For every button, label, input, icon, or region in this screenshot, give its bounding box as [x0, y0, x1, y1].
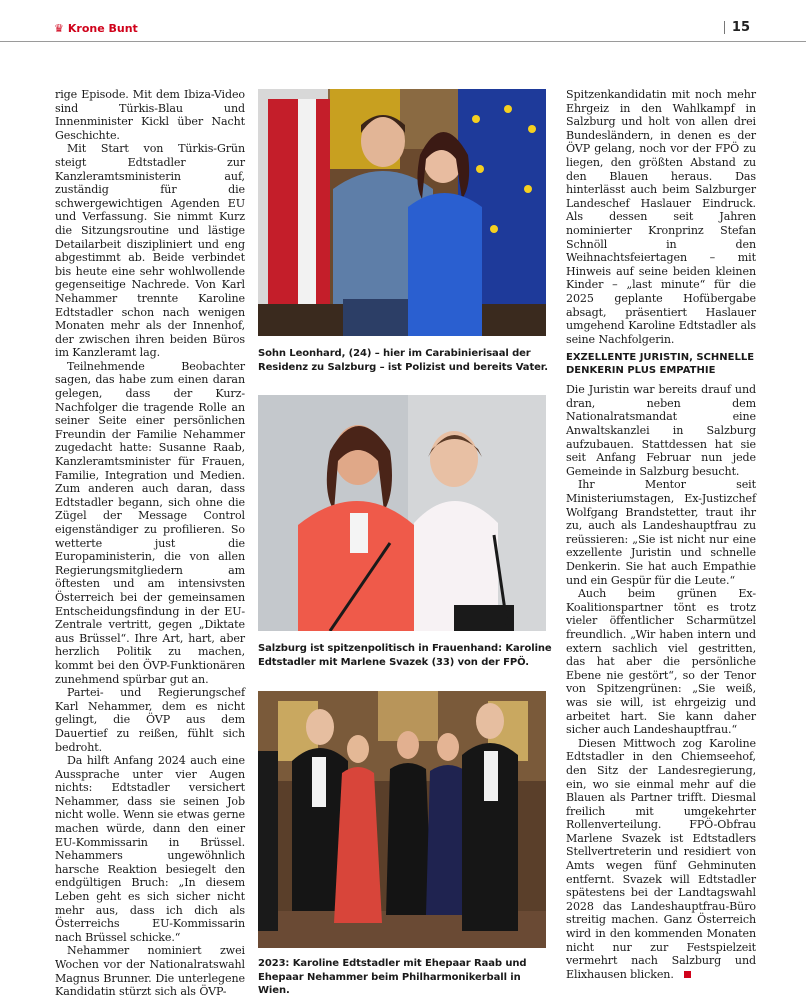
- crown-icon: ♛: [54, 22, 64, 35]
- paragraph: Teilnehmende Beobachter sagen, das habe zum einen daran gelegen, dass der Kurz-Nachfolger die tragende Rolle an seiner Seite einer persönlichen Freundin der Familie Nehammer zugedacht hatte: Susanne Raab, Kanzleramtsminister für Frauen, Familie, Integration und Medien. Zum anderen auch daran, dass Edtstadler begann, sich ohne die Zügel der Message Control eigenständiger zu profilieren. So wetterte just die Europaministerin, die von allen Regierungsmitgliedern am öftesten und am intensivsten Österreich bei der gemeinsamen Entscheidungsfindung in der EU-Zentrale vertritt, gegen „Diktate aus Brüssel“. Ihre Art, hart, aber herzlich Politik zu machen, kommt bei den ÖVP-Funktionären zunehmend spürbar gut an.: [55, 359, 245, 686]
- left-column: [55, 88, 245, 999]
- photo-1-caption: Sohn Leonhard, (24) – hier im Carabinierisaal der Residenz zu Salzburg – ist Polizist und bereits Vater.: [258, 348, 548, 373]
- photo-3-image: [258, 691, 546, 948]
- paragraph: Nehammer nominiert zwei Wochen vor der Nationalratswahl Magnus Brunner. Die unterlegene Kandidatin stürzt sich als ÖVP-: [55, 944, 245, 999]
- photo-2-image: [258, 395, 546, 631]
- paragraph: Da hilft Anfang 2024 auch eine Aussprache unter vier Augen nichts: Edtstadler versichert Nehammer, dass sie seinen Job nicht wolle. Wenn sie etwas gerne machen würde, dann den einer EU-Kommissarin in Brüssel. Nehammers ungewöhnlich harsche Reaktion besiegelt den endgültigen Bruch: „In diesem Leben geht es sich sicher nicht mehr aus, dass ich dich als Österreichs EU-Kommissarin nach Brüssel schicke.“: [55, 754, 245, 944]
- paragraph: Spitzenkandidatin mit noch mehr Ehrgeiz in den Wahlkampf in Salzburg und holt von allen drei Bundesländern, in denen es der ÖVP gelang, noch vor der FPÖ zu liegen, den größten Abstand zu den Blauen heraus. Das hinterlässt auch beim Salzburger Landeschef Haslauer Eindruck. Als dessen seit Jahren nominierter Kronprinz Stefan Schnöll in den Weihnachtsfeiertagen – mit Hinweis auf seine beiden kleinen Kinder – „last minute“ für die 2025 geplante Hofübergabe absagt, präsentiert Haslauer umgehend Karoline Edtstadler als seine Nachfolgerin.: [566, 88, 756, 346]
- brand-label: Krone Bunt: [67, 22, 138, 35]
- paragraph: rige Episode. Mit dem Ibiza-Video sind Türkis-Blau und Innenminister Kickl über Nacht Geschichte.: [55, 88, 245, 142]
- photo-3-caption: 2023: Karoline Edtstadler mit Ehepaar Raab und Ehepaar Nehammer beim Philharmonikerball in Wien.: [258, 958, 527, 996]
- page-number: [724, 20, 750, 35]
- paragraph: Die Juristin war bereits drauf und dran, neben dem Nationalratsmandat eine Anwaltskanzlei in Salzburg aufzubauen. Stattdessen hat sie seit Anfang Februar nun jede Gemeinde in Salzburg besucht.: [566, 383, 756, 478]
- paragraph: Auch beim grünen Ex-Koalitionspartner tönt es trotz vieler öffentlicher Scharmützel freundlich. „Wir haben intern und extern sachlich viel gestritten, das hat aber die persönliche Ebene nie gestört“, so der Tenor von Spitzengrünen: „Sie weiß, was sie will, ist ehrgeizig und arbeitet hart. Sie kann daher sicher auch Landeshauptfrau.“: [566, 587, 756, 737]
- subheading: EXZELLENTE JURISTIN, SCHNELLE DENKERIN PLUS EMPATHIE: [566, 352, 755, 376]
- brand: [54, 22, 138, 35]
- paragraph: Mit Start von Türkis-Grün steigt Edtstadler zur Kanzleramtsministerin auf, zuständig für die schwergewichtigen Agenden EU und Verfassung. Sie nimmt Kurz die Sitzungsroutine und lästige Detailarbeit diszipliniert und eng abgestimmt ab. Beide verbindet bis heute eine sehr wohlwollende gegenseitige Nachrede. Von Karl Nehammer trennte Karoline Edtstadler schon nach wenigen Monaten mehr als der Innenhof, der zwischen ihren beiden Büros im Kanzleramt lag.: [55, 142, 245, 360]
- page-header: [0, 0, 806, 42]
- photo-1-image: [258, 89, 546, 336]
- right-column: [566, 88, 756, 981]
- photo-frauenhand: [258, 395, 546, 631]
- photo-sohn-leonhard: [258, 89, 546, 336]
- paragraph: Ihr Mentor seit Ministeriumstagen, Ex-Justizchef Wolfgang Brandstetter, traut ihr zu, auch als Landeshauptfrau zu reüssieren: „Sie ist nicht nur eine exzellente Juristin und schnelle Denkerin. Sie hat auch Empathie und ein Gespür für die Leute.“: [566, 478, 756, 587]
- photo-2-caption: Salzburg ist spitzenpolitisch in Frauenhand: Karoline Edtstadler mit Marlene Svazek (33) von der FPÖ.: [258, 643, 552, 668]
- photo-philharmonikerball: [258, 691, 546, 948]
- page-number-label: 15: [731, 20, 750, 35]
- divider: [724, 21, 725, 34]
- paragraph-last-text: Diesen Mittwoch zog Karoline Edtstadler in den Chiemseehof, den Sitz der Landesregierung, ein, wo sie einmal mehr auf die Blauen als Partner trifft. Diesmal freilich mit umgekehrter Rollenverteilung. FPÖ-Obfrau Marlene Svazek ist Edtstadlers Stellvertreterin und residiert von Amts wegen fünf Gehminuten entfernt. Svazek will Edtstadler spätestens bei der Landtagswahl 2028 das Landeshauptfrau-Büro streitig machen. Ganz Österreich wird in den kommenden Monaten nicht nur zur Festspielzeit vermehrt nach Salzburg und Elixhausen blicken.: [566, 736, 756, 981]
- paragraph: Partei- und Regierungschef Karl Nehammer, dem es nicht gelingt, die ÖVP aus dem Dauertief zu reißen, fühlt sich bedroht.: [55, 686, 245, 754]
- paragraph-last: [566, 737, 756, 982]
- end-mark-icon: [684, 971, 691, 978]
